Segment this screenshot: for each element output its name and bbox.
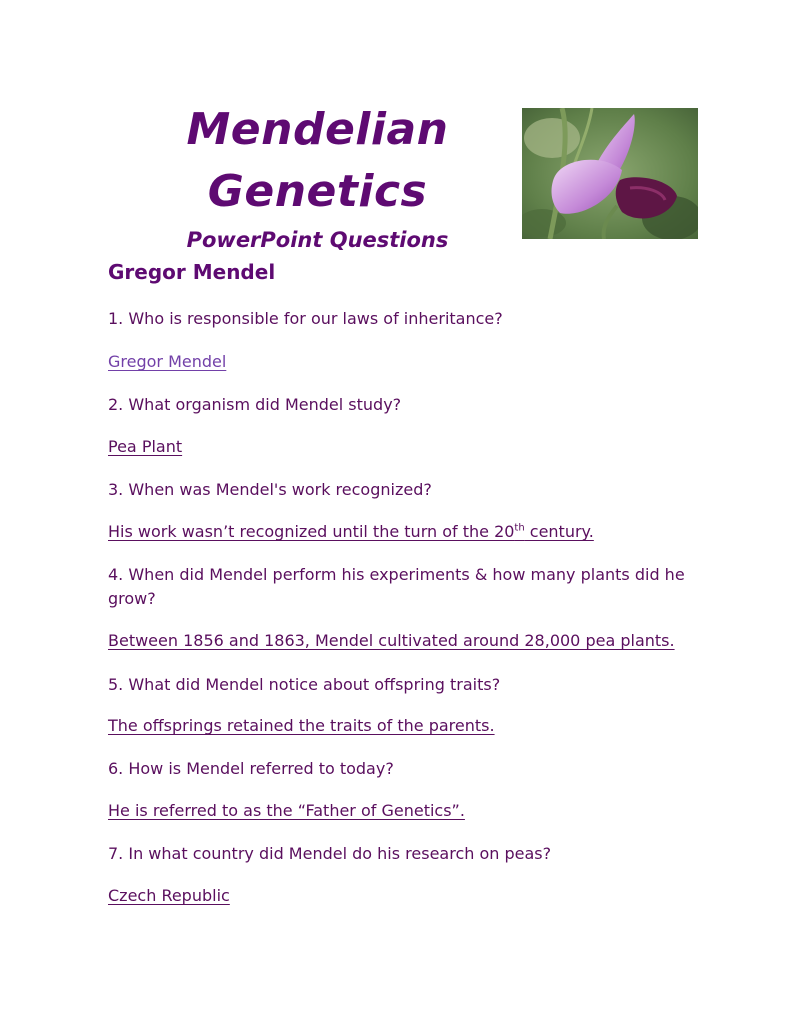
question-2: 2. What organism did Mendel study? bbox=[108, 395, 402, 414]
answer-7: Czech Republic bbox=[108, 886, 230, 905]
question-3: 3. When was Mendel's work recognized? bbox=[108, 480, 432, 499]
question-5: 5. What did Mendel notice about offspring traits? bbox=[108, 675, 501, 694]
question-4: 4. When did Mendel perform his experiments & how many plants did he grow? bbox=[108, 565, 685, 608]
section-heading: Gregor Mendel bbox=[108, 260, 276, 284]
subtitle: PowerPoint Questions bbox=[186, 228, 449, 252]
answer-4: Between 1856 and 1863, Mendel cultivated around 28,000 pea plants. bbox=[108, 631, 675, 650]
answer-2: Pea Plant bbox=[108, 437, 183, 456]
answer-3: His work wasn’t recognized until the turn of the 20th century. bbox=[108, 522, 594, 541]
answer-1[interactable]: Gregor Mendel bbox=[108, 352, 227, 371]
question-1: 1. Who is responsible for our laws of inheritance? bbox=[108, 309, 503, 328]
answer-6: He is referred to as the “Father of Genetics”. bbox=[108, 801, 465, 820]
answer-5: The offsprings retained the traits of the parents. bbox=[108, 716, 495, 735]
pea-flower-photo bbox=[522, 108, 698, 239]
title-line-2: Genetics bbox=[207, 166, 428, 217]
title-line-1: Mendelian bbox=[186, 104, 449, 155]
question-6: 6. How is Mendel referred to today? bbox=[108, 759, 394, 778]
question-7: 7. In what country did Mendel do his research on peas? bbox=[108, 844, 552, 863]
